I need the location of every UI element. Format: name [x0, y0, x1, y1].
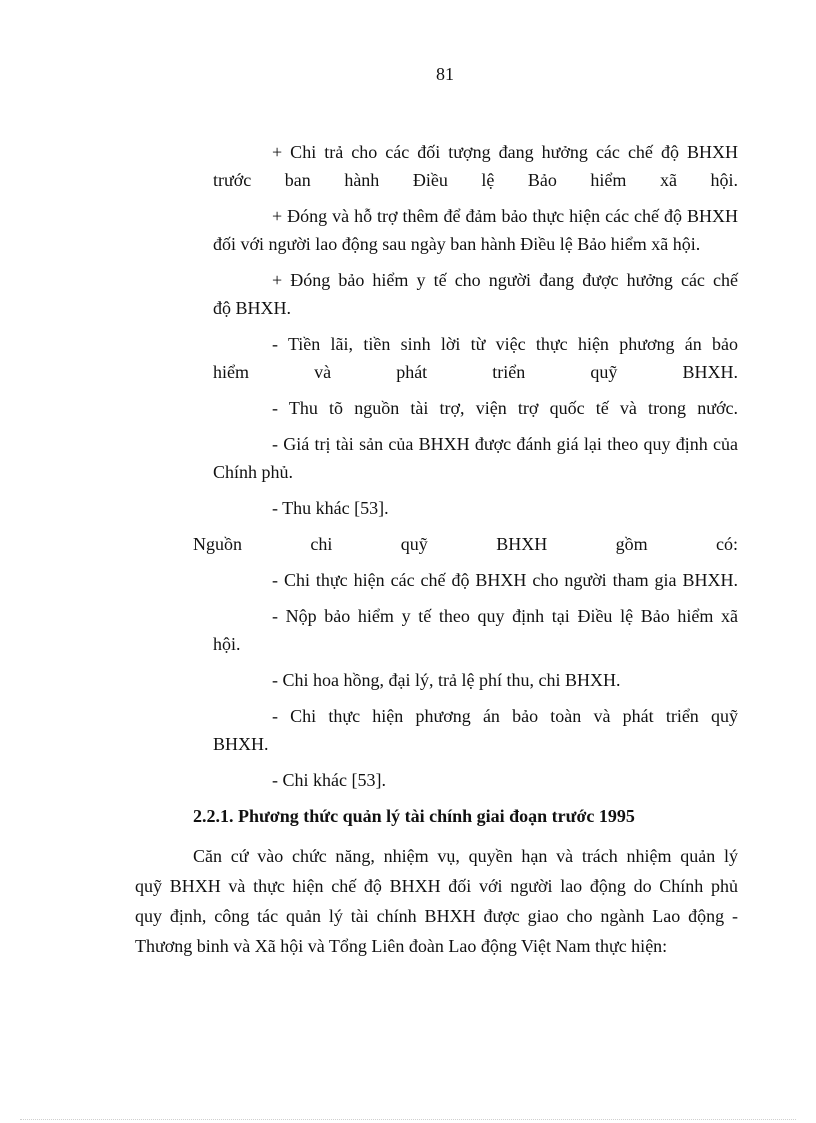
- text-line: - Thu khác [53].: [272, 498, 389, 518]
- text-line: - Chi khác [53].: [272, 770, 386, 790]
- text-line: - Chi hoa hồng, đại lý, trả lệ phí thu, chi BHXH.: [272, 670, 621, 690]
- text-line: - Nộp bảo hiểm y tế theo quy định tại Điều lệ Bảo hiểm xã: [272, 606, 738, 626]
- text-line: Thương binh và Xã hội và Tổng Liên đoàn Lao động Việt Nam thực hiện:: [135, 936, 668, 956]
- text-line: độ BHXH.: [213, 298, 292, 318]
- text-line: - Tiền lãi, tiền sinh lời từ việc thực hiện phương án bảo: [272, 334, 738, 354]
- text-line: - Giá trị tài sản của BHXH được đánh giá lại theo quy định của: [272, 434, 738, 454]
- text-line: hiểm và phát triển quỹ BHXH.: [213, 362, 738, 382]
- text-line: - Chi thực hiện phương án bảo toàn và phát triển quỹ: [272, 706, 738, 726]
- text-line: trước ban hành Điều lệ Bảo hiểm xã hội.: [213, 170, 738, 190]
- page-bottom-rule: [20, 1119, 796, 1120]
- text-line: Nguồn chi quỹ BHXH gồm có:: [193, 534, 738, 554]
- text-line: đối với người lao động sau ngày ban hành Điều lệ Bảo hiểm xã hội.: [213, 234, 701, 254]
- text-line: Chính phủ.: [213, 462, 294, 482]
- text-line: + Chi trả cho các đối tượng đang hưởng các chế độ BHXH: [272, 142, 738, 162]
- text-line: + Đóng bảo hiểm y tế cho người đang được hưởng các chế: [272, 270, 738, 290]
- text-line: - Chi thực hiện các chế độ BHXH cho người tham gia BHXH.: [272, 570, 738, 590]
- text-line: BHXH.: [213, 734, 269, 754]
- page-number: 81: [436, 64, 454, 84]
- text-line: - Thu tõ nguồn tài trợ, viện trợ quốc tế và trong nước.: [272, 398, 738, 418]
- text-line: + Đóng và hỗ trợ thêm để đảm bảo thực hiện các chế độ BHXH: [272, 206, 738, 226]
- section-heading: 2.2.1. Phương thức quản lý tài chính giai đoạn trước 1995: [193, 806, 635, 826]
- text-line: quỹ BHXH và thực hiện chế độ BHXH đối với người lao động do Chính phủ: [135, 876, 738, 896]
- text-line: quy định, công tác quản lý tài chính BHXH được giao cho ngành Lao động -: [135, 906, 738, 926]
- text-line: hội.: [213, 634, 241, 654]
- text-line: Căn cứ vào chức năng, nhiệm vụ, quyền hạn và trách nhiệm quản lý: [193, 846, 738, 866]
